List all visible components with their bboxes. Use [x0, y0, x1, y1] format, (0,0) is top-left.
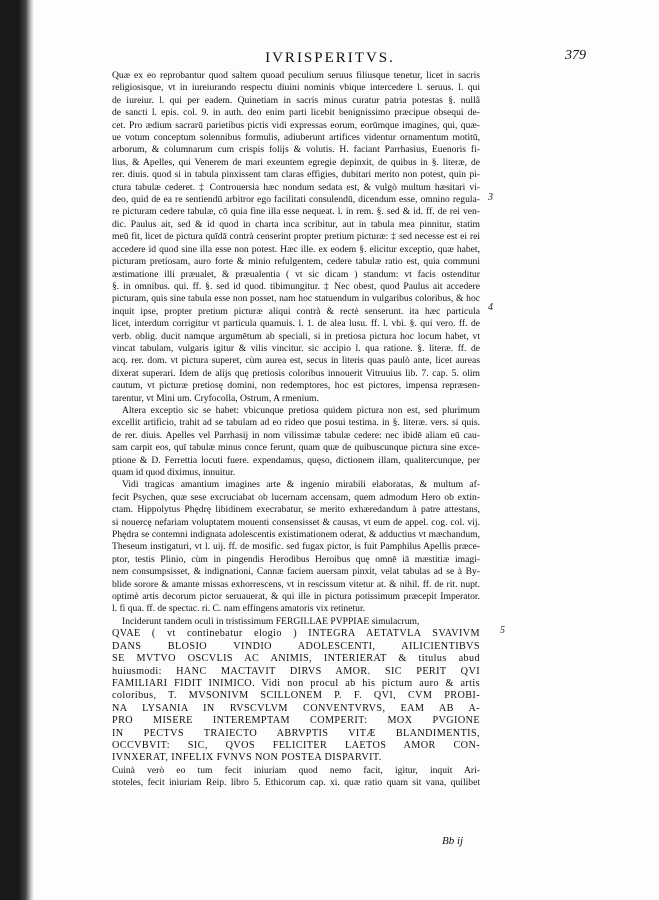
text-line: accedere id quod sine illa esse non potest. Hæc ille. ex eodem §. elicitur exceptio, quæ habet, [112, 243, 480, 255]
margin-note-3: 3 [488, 192, 493, 203]
inscription-line: coloribus, T. MVSONIVM SCILLONEM P. F. QVI, CVM PROBI- [112, 690, 480, 702]
inscription-line: QVAE ( vt continebatur elogio ) INTEGRA AETATVLA SVAVIVM [112, 628, 480, 640]
text-line: dixerat superari. Idem de alijs quę pretiosis coloribus innouerit Vitruuius lib. 7. cap. 5. olim [112, 367, 480, 379]
text-line: inquit ipse, propter pretium picturæ aliqui contrà & rectè senserunt. ita hæc particula [112, 305, 480, 317]
text-line: de rer. diuis. Apelles vel Parrhasij in nom vilissimæ tabulæ cedere: nec ibidē aliam eū cau- [112, 429, 480, 441]
text-line: dic. Paulus ait, sed & id quod in charta inca scribitur, aut in tabula mea pinnitur, statim [112, 218, 480, 230]
closing-line: stoteles, fecit iniuriam Reip. libro 5. Ethicorum cap. xi. quæ ratio quam sit vana, quilibet [112, 777, 480, 789]
text-line: picturam, quis sine tabula esse non posset, nam hoc statuendum in vulgaribus coloribus, & hoc [112, 293, 480, 305]
text-line: Theseum instigaturi, vt l. uij. ff. de mosific. sed fugax pictor, is fuit Pamphilus Apellis præce- [112, 541, 480, 553]
text-line: quam id quod diximus, innuitur. [112, 467, 236, 478]
text-line: optimè artis decorum pictor seruauerat, & qui ille in pictura potissimum præcepit Imperator. [112, 591, 480, 603]
text-line: l. fi qua. ff. de spectac. ri. C. nam effingens amatoris vix retinetur. [112, 603, 366, 615]
text-line: tarentur, vt Mini um. Cryfocolla, Ostrum, A rmenium. [112, 392, 319, 404]
text-line: ptor, testis Plinio, cùm in pingendis Herodibus Heroibus quę omnē iā mæstitiæ imagi- [112, 553, 480, 565]
text-line: ptione & D. Ferrettia locuti fuere. expendamus, quęso, dictionem illam, qualitercunque, per [112, 454, 480, 466]
text-line: æstimatione illi præualet, & præualentia ( vt sic dicam ) standum: vt facis ostenditur [112, 268, 480, 280]
inscription-line: DANS BLOSIO VINDIO ADOLESCENTI, AILICIENTIBVS [112, 640, 480, 652]
text-line: ctam. Hippolytus Phędrę libidinem execrabatur, se merito exhæredandum à patre attestans, [112, 504, 480, 516]
text-line: fecit Psychen, quæ sese excruciabat ob lucernam accensam, quem admodum Hero ob extin- [112, 491, 480, 503]
text-line: blide sorore & amante missas exhorrescens, vt in rescissum vitetur at. & nihil. ff. de rit. nupt. [112, 578, 480, 590]
text-line: lius, & Apelles, qui Venerem de mari exeuntem egregie depinxit, de quibus in §. literæ, de [112, 156, 480, 168]
signature-mark: Bb ij [442, 835, 464, 847]
text-line: si nouercę nefariam voluptatem mouenti consensisset & causas, vt eum de appel. cog. col. vij. [112, 516, 480, 528]
text-line: rer. diuis. quod si in tabula pinxissent tam claras effigies, dubitari merito non potest, quin pi- [112, 169, 480, 181]
inscription-line: FAMILIARI FIDIT INIMICO. Vidi non procul ab his pictum auro & artis [112, 677, 480, 689]
text-line: vincat tabulam, vulgaris igitur & vilis vincitur. sic accipio l. qua ratione. §. literæ. ff. de [112, 342, 480, 354]
inscription-line: IN PECTVS TRAIECTO ABRVPTIS VITÆ BLANDIMENTIS, [112, 727, 480, 739]
text-line: acq. rer. dom. vt pictura superet, cùm aurea est, secus in literis quas paulò ante, licet aureas [112, 355, 480, 367]
body-text [112, 70, 480, 790]
text-line: §. in omnibus. qui. ff. §. sed id quod. tibimungitur. ‡ Nec obest, quod Paulus ait accedere [112, 280, 480, 292]
inscription-line: NA LYSANIA IN RVSCVLVM CONVENTVRVS, EAM AB A- [112, 702, 480, 714]
text-line: ue votum conceptum solennibus formulis, adiuberunt artifices videntur ornamentum motitū, [112, 132, 480, 144]
inscription-line: IVNXERAT, INFELIX FVNVS NON POSTEA DISPARVIT. [112, 752, 382, 764]
text-line: de iureiur. l. qui per eadem. Quinetiam in sacris minus curatur patria potestas §. nullâ [112, 94, 480, 106]
text-line: Altera exceptio sic se habet: vbicunque pretiosa quidem pictura non est, sed plurimum [122, 404, 480, 416]
text-line: sam carpit eos, quī tabulæ minus conce ferunt, quam quæ de quibuscunque pictura sine exce- [112, 442, 480, 454]
binding-shadow [0, 0, 34, 900]
text-line: licet, interdum corrigitur vt particula quamuis. l. 1. de alea lusu. ff. l. vbi. §. qui vero. ff. de [112, 318, 480, 330]
text-line: de sancti l. epis. col. 9. in auth. deo enim parti licebit benignissimo præcipue obsequi de- [112, 107, 480, 119]
text-line: cautum, vt picturæ pretiosę domini, non redemptores, hoc est pictores, impensa repræsen- [112, 380, 480, 392]
text-line: picturam pretiosam, auro forte & minio refulgentem, cedere tabulæ ratio est, quia communi [112, 256, 480, 268]
text-line: religiosisque, vt in iureiurando respectu diuini nominis vbique intercedere l. seruus. l. qui [112, 82, 480, 94]
text-line: Phędra se contemni indignata adolescentis existimationem oderat, & adductius vt mæchandum, [112, 529, 480, 541]
text-line: Inciderunt tandem oculi in tristissimum FERGILLAE PVPPIAE simulacrum, [122, 615, 420, 627]
text-line: Vidi tragicas amantium imagines arte & ingenio mirabili elaboratas, & multum af- [122, 479, 480, 491]
inscription-line: PRO MISERE INTEREMPTAM COMPERIT: MOX PVGIONE [112, 715, 480, 727]
text-line: ctura tabulæ cederet. ‡ Controuersia hæc nondum sedata est, & vulgò multum hæsitari vi- [112, 181, 480, 193]
text-line: arborum, & columnarum cum crispis folijs & volutis. H. faciant Parrhasius, Euenoris fi- [112, 144, 480, 156]
margin-note-5: 5 [500, 625, 505, 636]
text-line: excellit artificio, trahit ad se tabulam ad eo rideo que posui testima. in §. literæ. vers. si quis. [112, 417, 480, 429]
text-line: re picturam cedere tabulæ, cō quia fine illa esse nequeat. l. in rem. §. sed & id. ff. de rei ven- [112, 206, 480, 218]
text-line: cet. Pro ædium sacrarū parietibus pictis vidi expressas eorum, eorūmque imagines, qui, quæ- [112, 119, 480, 131]
running-title: IVRISPERITVS. [265, 50, 395, 66]
text-line: deo, quid de ea re sentiendū arbitror ego facilitati consulendū, dicendum esse, omnino regula- [112, 194, 480, 206]
margin-note-4: 4 [488, 302, 493, 313]
text-line: Quæ ex eo reprobantur quod saltem quoad peculium seruus filiusque tenetur, licet in sacris [112, 70, 480, 81]
page-number: 379 [565, 48, 586, 63]
text-line: nem consumpsisset, & indignationi, Cannæ faciem auersam pinxit, velat tabulas ad se à By- [112, 566, 480, 578]
inscription-line: SE MVTVO OSCVLIS AC ANIMIS, INTERIERAT & titulus abud [112, 653, 480, 665]
inscription-line: huiusmodi: HANC MACTAVIT DIRVS AMOR. SIC PERIT QVI [112, 665, 480, 677]
closing-line: Cuinà verò eo tum fecit iniuriam quod nemo facit, igitur, inquit Ari- [112, 764, 480, 776]
inscription-line: OCCVBVIT: SIC, QVOS FELICITER LAETOS AMOR CON- [112, 739, 480, 751]
text-line: meū fit, licet de pictura quīdā contrà censerint propter pretium picturæ: ‡ sed necesse est ei rei [112, 231, 480, 243]
text-line: verb. oblig. ducit namque argumētum ab speciali, si in pretiosa pictura hoc locum habet, vt [112, 330, 480, 342]
